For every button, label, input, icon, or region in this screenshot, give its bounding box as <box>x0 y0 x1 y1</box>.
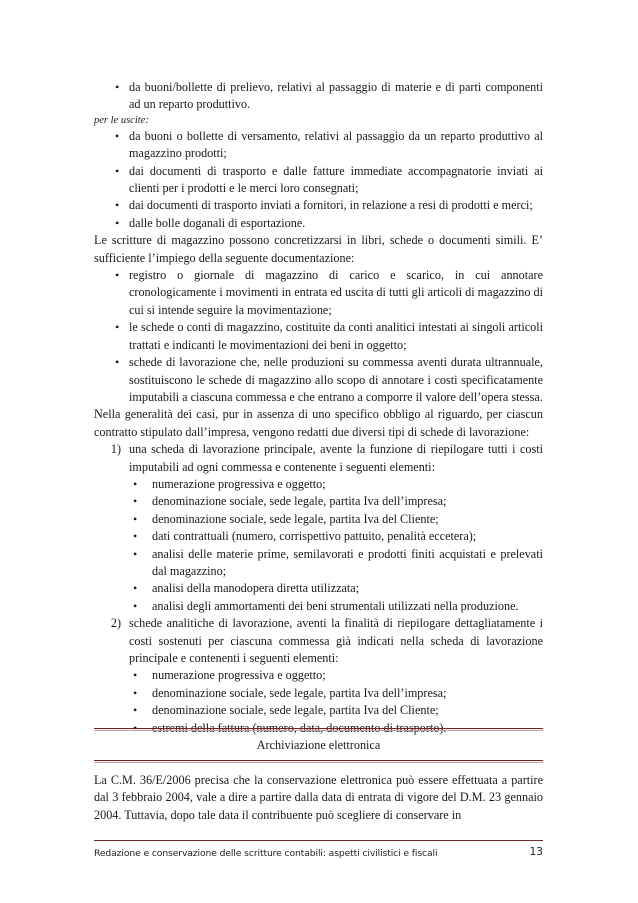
paragraph: Nella generalità dei casi, pur in assenza di uno specifico obbligo al riguardo, per ciascun contratto stipulato dall’impresa, vengono redatti due diversi tipi di schede di lavorazione: <box>94 407 543 439</box>
sub-list-item: • denominazione sociale, sede legale, partita Iva dell’impresa; <box>94 493 543 510</box>
bullet-icon: • <box>133 581 138 596</box>
section-body <box>94 772 543 824</box>
list-item: • dalle bolle doganali di esportazione. <box>94 215 543 232</box>
documentation-list <box>94 267 543 406</box>
divider <box>94 760 543 761</box>
bullet-icon: • <box>115 128 120 143</box>
bullet-icon: • <box>133 703 138 718</box>
list-item: • dai documenti di trasporto e dalle fatture immediate accompagnatorie inviati ai clienti per i prodotti e le merci loro consegnati; <box>115 163 543 196</box>
list-item: • dai documenti di trasporto inviati a fornitori, in relazione a resi di prodotti e merci; <box>94 197 543 214</box>
bullet-icon: • <box>115 268 120 283</box>
sub-list-item: • analisi degli ammortamenti dei beni strumentali utilizzati nella produzione. <box>94 598 543 615</box>
bullet-icon: • <box>115 198 120 213</box>
schede-list <box>94 441 543 737</box>
sub-list-item: • numerazione progressiva e oggetto; <box>94 667 543 684</box>
sub-list-item: • analisi della manodopera diretta utilizzata; <box>94 580 543 597</box>
sub-list-item: • denominazione sociale, sede legale, partita Iva del Cliente; <box>94 511 543 528</box>
sub-list-item: • denominazione sociale, sede legale, partita Iva del Cliente; <box>94 702 543 719</box>
section-header <box>94 728 543 763</box>
sub-list-item: • analisi delle materie prime, semilavorati e prodotti finiti acquistati e prelevati dal magazzino; <box>133 546 543 578</box>
bullet-icon: • <box>133 720 138 735</box>
divider <box>94 728 543 729</box>
list-item: • schede di lavorazione che, nelle produzioni su commessa aventi durata ultrannuale, sostituiscono le schede di magazzino allo scopo di annotare i costi specificatamente imputabili a ciascuna commessa e che entrano a comporre il valore dell’opera stessa. <box>115 355 543 404</box>
bullet-icon: • <box>115 163 120 178</box>
list-item: • da buoni o bollette di versamento, relativi al passaggio da un reparto produttivo al magazzino prodotti; <box>115 128 543 161</box>
bullet-icon: • <box>133 511 138 526</box>
bullet-icon: • <box>133 494 138 509</box>
numbered-item: 2) schede analitiche di lavorazione, aventi la finalità di riepilogare dettagliatamente i costi sostenuti per ciascuna commessa già indicati nella scheda di lavorazione principale e contenenti i seguenti elementi: <box>110 616 543 665</box>
paragraph: Le scritture di magazzino possono concretizzarsi in libri, schede o documenti simili. E’ sufficiente l’impiego della seguente documentazione: <box>94 233 543 265</box>
bullet-icon: • <box>115 80 120 94</box>
page-number: 13 <box>529 846 543 858</box>
bullet-icon: • <box>133 546 138 561</box>
paragraph: La C.M. 36/E/2006 precisa che la conservazione elettronica può essere effettuata a partire dal 3 febbraio 2004, vale a dire a partire dalla data di entrata di vigore del D.M. 23 gennaio 2004. Tuttavia, dopo tale data il contribuente può scegliere di conservare in <box>94 773 543 822</box>
footer-title: Redazione e conservazione delle scritture contabili: aspetti civilistici e fiscali <box>94 848 438 859</box>
bullet-icon: • <box>133 685 138 700</box>
section-title: Archiviazione elettronica <box>256 738 381 752</box>
list-item: • le schede o conti di magazzino, costituite da conti analitici intestati ai singoli articoli trattati e indicanti le movimentazioni dei beni in oggetto; <box>115 320 543 352</box>
sub-list-item: • denominazione sociale, sede legale, partita Iva dell’impresa; <box>94 685 543 702</box>
entrate-list <box>94 79 543 114</box>
page-footer <box>94 840 543 860</box>
sub-list-item: • numerazione progressiva e oggetto; <box>94 476 543 493</box>
bullet-icon: • <box>115 215 120 230</box>
uscite-list <box>94 128 543 232</box>
main-text <box>94 79 543 737</box>
numbered-item: 1) una scheda di lavorazione principale, avente la funzione di riepilogare tutti i costi imputabili ad ogni commessa e contenente i seguenti elementi: <box>110 442 543 474</box>
sub-list-item: • dati contrattuali (numero, corrispettivo pattuito, penalità eccetera); <box>94 528 543 545</box>
bullet-icon: • <box>115 320 120 335</box>
bullet-icon: • <box>133 598 138 613</box>
divider <box>94 762 543 763</box>
bullet-icon: • <box>133 529 138 544</box>
bullet-icon: • <box>133 476 138 491</box>
bullet-icon: • <box>133 668 138 683</box>
list-item: • da buoni/bollette di prelievo, relativi al passaggio di materie e di parti componenti ad un reparto produttivo. <box>115 80 543 112</box>
list-item: • registro o giornale di magazzino di carico e scarico, in cui annotare cronologicamente i movimenti in entrata ed uscita di tutti gli articoli di magazzino di cui si intende seguire la movimentazione; <box>115 268 543 317</box>
uscite-heading: per le uscite: <box>94 114 149 126</box>
sub-list-item: • estremi della fattura (numero, data, documento di trasporto). <box>94 720 543 737</box>
bullet-icon: • <box>115 355 120 370</box>
